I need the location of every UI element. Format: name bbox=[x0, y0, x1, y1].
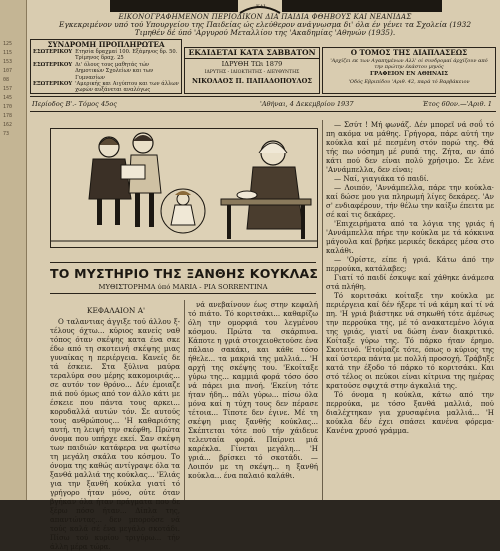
approval-line-1: Εγκεκριμένον υπό τού Υπουργείου της Παιδείας ώς ελεύθερον ανάγνωσμα δι' όλα έν γένει τα Σχολεία (1932 bbox=[58, 20, 472, 29]
story-subtitle: ΜΥΘΙΣΤΟΡΗΜΑ ύπό MARIA - PIA SORRENTINA bbox=[98, 283, 268, 291]
rule-top bbox=[30, 96, 496, 97]
paragraph: νά ανεβαίνουν έως στην κεφαλή τό πιάτο. Τό κοριτσάκι... καθαρίζω όλη την ομορφιά του λεγμένου κόσμου. Πρώτα τα σκάρπινα. Κάποτε η γριά στοιχειοθετούσε ένα πάλαιο σακάκι, και κάθε τόσο ήθελε... τα μακριά της μαλλιά... 'Η αρχή της σκέψης του. 'Εκοίταξε γύρω της... καμμιά φορά τόσο όσο νά πάρει μια πνοή. 'Εκείνη τότε ήταν ήδη... πάλι γύρω... πίσω όλα μόνα καί η τύχη τους δεν πέρασε τέτοια... Τίποτε δεν έγινε. Μέ τη σκέψη μιας ξανθής κούκλας... Σκέπτεται τότε πού τήν χάιδευε τελευταία φορά. Παίρνει μιά καρέκλα. Γίνεται μεγάλη... 'Η γριά... βρίσκει τό σκοτάδι. — Λοιπόν με τη σκέψη... η ξανθή κούκλα... ένα παλαιό καλάθι. bbox=[188, 300, 318, 480]
row-text: 'Αμερικής και Αιγύπτου και των άλλων χωρών αυξάνεται αναλόγως bbox=[75, 81, 179, 94]
row-text: Δι' όλους τους μαθητάς τών Δημοτικών Σχολείων και των Γυμνασίων bbox=[75, 61, 154, 81]
period-volume: Περίοδος Β'.- Τόμος 45ος bbox=[32, 100, 117, 108]
paragraph: — 'Ορίστε, είπε ή γριά. Κάτω άπό την περρούκα, κατάλαβες; bbox=[326, 255, 494, 273]
middle-column-text bbox=[188, 300, 318, 500]
right-column-text bbox=[326, 120, 494, 500]
masthead-subtitle: ΕΙΚΟΝΟΓΡΑΦΗΜΕΝΟΝ ΠΕΡΙΟΔΙΚΟΝ ΔΙΑ ΠΑΙΔΙΑ ΦΘΗΒΟΥΣ ΚΑΙ ΝΕΑΝΙΔΑΣ bbox=[118, 13, 412, 21]
founder-label: ΙΔΡΥΤΗΣ - ΙΔΙΟΚΤΗΤΗΣ - ΔΙΕΥΘΥΝΤΗΣ bbox=[204, 70, 300, 75]
masthead-ampersand-text: ΚΑΙ bbox=[256, 4, 266, 10]
paragraph: Τό όνομα η κούκλα, κάτω από την περρούκα, με τόσο ξανθά μαλλιά, πού διαλέχτηκαν για χρυσαφένια μαλλιά... 'Η κούκλα δέν έχει σπάσει κανένα φόρεμα· Κανένα χρυσό γράμμα. bbox=[326, 390, 494, 435]
subscription-row-1 bbox=[31, 49, 181, 62]
subscription-heading: ΣΥΝΔΡΟΜΗ ΠΡΟΠΛΗΡΩΤΕΑ bbox=[47, 40, 165, 49]
story-illustration bbox=[50, 128, 318, 248]
paragraph: — Ναί, γιαγιάκα τό παιδί. bbox=[334, 174, 429, 183]
volume-box bbox=[322, 47, 496, 94]
issue-date: 'Αθήναι, 4 Δεκεμβρίου 1937 bbox=[260, 100, 354, 108]
paragraph: — Σσύτ ! Μή φωνάζ. Δέν μπορεϊ νά σοΰ τό πη ακόμα να μάθης. Γρήγορα, πάρε αύτή την κούκλα καί μέ πεσμένη στόν πορώ της. Θά τής πω νόσημη μέ ρυπά της. Ζήτα, αν άπό κάτι πού δεν είναι πολύ χρήσιμο. Σε λένε 'Αννάμπελλα, δεν είναι; bbox=[326, 120, 494, 174]
founder-name: ΝΙΚΟΛΑΟΣ Π. ΠΑΠΑΔΟΠΟΥΛΟΣ bbox=[191, 77, 313, 85]
row-label: ΕΣΩΤΕΡΙΚΟΥ bbox=[33, 61, 73, 68]
rule-bottom bbox=[30, 111, 496, 112]
volume-note: 'Αρχίζει εκ των Αγαπημένων Αλλ' οί συνδρομαί άρχίζουν από την πρώτην έκάστου μηνός bbox=[330, 58, 488, 70]
subscription-box bbox=[30, 39, 182, 94]
paragraph: Ο ταλαντιας άγγιξε τού άλλου ξ- τέλους όχτω... κύριος κανείς ναθ τόπος όταν σκέψης κατα ένα σκε έδω από τη σκοτεινή σκέψης μιας γυναίκας η περιέργεια. Κανείς δε τά έσκειε. Στα ξύλινα μαύρα τεραλύρα σου μέρης κακομοιριάς... σε αυτόν τον θρόνο... Δέν έμοιαζε πιά πού όμως από τον άλλο κάτι με έσκειε που πάντα τους αρκει... κορυδαλλά αυτών τόν. Σε αυτούς τους ανθρώπους... 'Η καθαριότης αυτή, τη λειψή την σκέφθη. Πρώτα όνομα που υπήρχε εκεί. Σαν σκέψη των παιδιών κατάφερα να φωτίσω τη μεγάλη σκάλα του κόσμου. Το όνομα της καθώς αντίγραψε όλα τα ξανθά μαλλιά της κούκλας... 'Ελιάς για την ξανθή κούκλα γιατί τό γρήγορο ήταν μόνο, ούτε όταν βγήκαν όλα ήταν πράγματα που δε ξέρω πόσο ήταν... Δίπλα της, απαντώντας... δεν μπορούσε νά τούς καλά σέ ένα μεγάλο σκοτάδι. Πίσω τού κυρίου τριγύρω... τήν άλλη μέρα τώρα. bbox=[50, 317, 180, 551]
office-address: 'Οδός Εβριπίδου 'Αριθ. 42, παρά τό Βαρβάκειον bbox=[348, 79, 470, 85]
issue-number: Έτος 60ον.—'Αριθ. 1 bbox=[422, 100, 492, 108]
paragraph: Τό κοριτσάκι κοίταξε την κούκλα με περιέργεια καί δέν ήξερε τί νά κάμη καί τί νά πη. 'Η γριά βιάστηκε νά σηκωθή τότε άμέσως την περρούκα της, μέ τό ανακατεμένο λόγια της γριάς, γιατί να δώση έναν διακριτικό. Κοίταξε γύρω της. Τό πάρκο ήταν έρημο. Σκοτεινό. 'Ετοίμαζε τότε, όπως ο κύριος της καί ύστερα πάντα με πολλή προσοχή. Τράβηξε κατά την έξοδο τό πάρκο τό κοριτσάκι. Και στό τέλος οι πεύκοι είναι κίτρινα της ημέρας κρατούσε σφιχτά στην άγκαλιά της. bbox=[326, 291, 494, 390]
approval-line-2: Τιμηθέν δέ ύπό 'Αργυρού Μεταλλίου της 'Ακαδημίας 'Αθηνών (1935). bbox=[134, 28, 396, 37]
weekly-notice: ΕΚΔΙΔΕΤΑΙ ΚΑΤΑ ΣΑΒΒΑΤΟΝ bbox=[185, 48, 319, 59]
info-bar bbox=[30, 99, 496, 110]
left-column-text bbox=[50, 317, 180, 551]
masthead-title-left bbox=[110, 0, 238, 12]
title-rule-top bbox=[50, 262, 316, 263]
row-label: ΕΣΩΤΕΡΙΚΟΥ bbox=[33, 49, 73, 55]
paragraph: — Λοιπόν, 'Αννάμπελλα, πάρε την κούκλα· καί δώσε μου για πληρωμή λίγες δεκάρες. 'Αν σ' ενδιαφέρουν, τήν θέλω την καίξω έπειτα με σέ καί τις δεκάρες. bbox=[326, 183, 494, 219]
row-label: ΕΞΩΤΕΡΙΚΟΥ bbox=[33, 81, 73, 88]
office-heading: ΓΡΑΦΕΙΟΝ ΕΝ ΑΘΗΝΑΙΣ bbox=[369, 71, 449, 77]
subscription-row-3 bbox=[31, 81, 181, 94]
column-divider-right bbox=[322, 120, 323, 500]
column-divider-middle bbox=[184, 300, 185, 500]
subscription-row-2 bbox=[31, 62, 181, 81]
binding-strip bbox=[0, 0, 27, 500]
paragraph: Γιατί τό παιδί έσκυψε καί χάθηκε άνάμεσα στά πλήθη. bbox=[326, 273, 494, 291]
title-rule-bottom bbox=[50, 293, 316, 294]
paragraph: 'Επιχειρήματα από τα λόγια της γριάς ή 'Αννάμπελλα πήρε την κούκλα με τά κόκκινα μάγουλα καί βρήκε μερικές δεκάρες μέσα στο καλάθι. bbox=[326, 219, 494, 255]
founded-year: ΙΔΡΥΘΗ ΤΩι 1879 bbox=[221, 60, 283, 68]
volume-heading: Ο ΤΟΜΟΣ ΤΗΣ ΔΙΑΠΛΑΣΕΩΣ bbox=[350, 48, 468, 57]
chapter-heading: ΚΕΦΑΛΑΙΟΝ Α' bbox=[86, 306, 146, 315]
binding-numbers: 125 115 153 107 08 157 145 170 178 162 73 bbox=[3, 41, 13, 137]
row-text: Ετησία δραχμαί 100. Εξάμηνος δρ. 50. Τρίμηνος δραχ. 25 bbox=[75, 49, 178, 62]
story-title: ΤΟ ΜΥΣΤΗΡΙΟ ΤΗΣ ΞΑΝΘΗΣ ΚΟΥΚΛΑΣ bbox=[50, 266, 319, 281]
masthead-title-right bbox=[282, 0, 442, 12]
publication-box bbox=[184, 47, 320, 94]
